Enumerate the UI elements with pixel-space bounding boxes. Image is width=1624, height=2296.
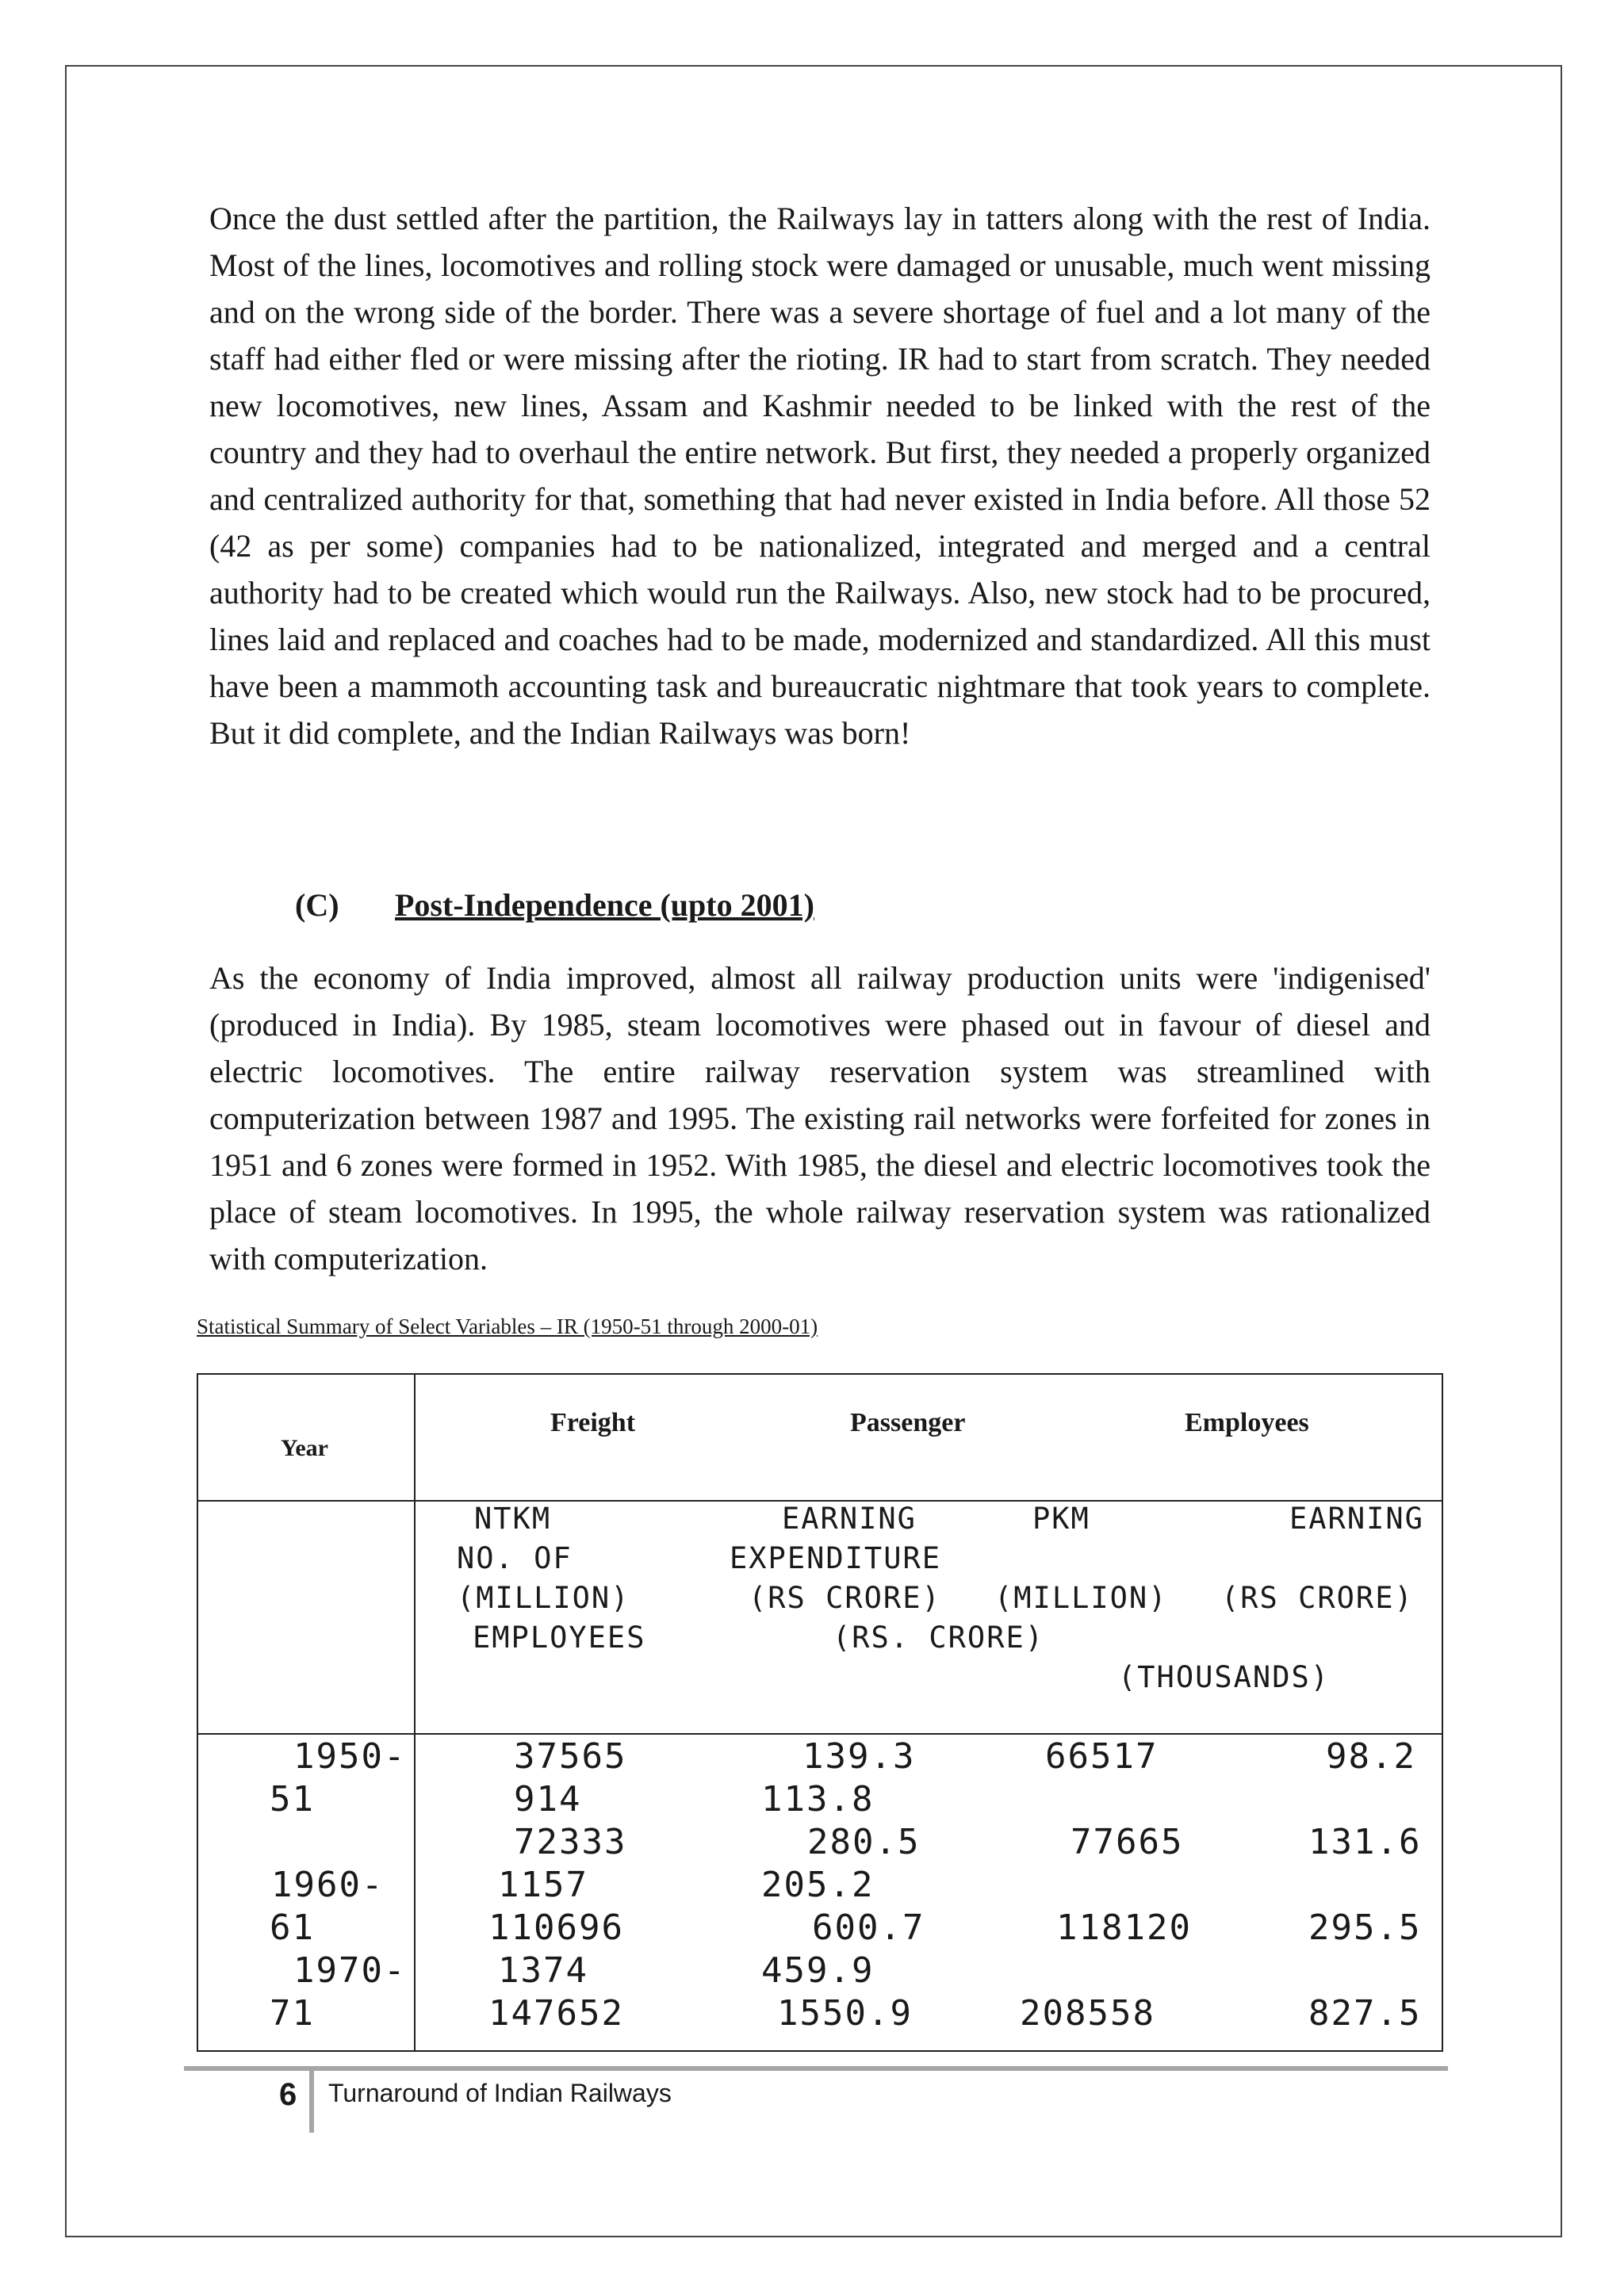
data-cell: 827.5 bbox=[1308, 1993, 1422, 2034]
body-paragraph: As the economy of India improved, almost all railway production units were 'indigenised' (produced in India). By 1985, steam locomotives were phased out in favour of diesel and electric locomotives. The entire railway reservation system was streamlined with computerization between 1987 and 1995. The existing rail networks were forfeited for zones in 1951 and 6 zones were formed in 1952. With 1985, the diesel and electric locomotives took the place of steam locomotives. In 1995, the whole railway reservation system was rationalized with computerization. bbox=[209, 960, 1431, 1276]
data-cell: 113.8 bbox=[761, 1779, 875, 1820]
subheader-cell: (RS CRORE) bbox=[1221, 1581, 1414, 1615]
year-header: Year bbox=[281, 1435, 328, 1461]
data-cell: 37565 bbox=[514, 1736, 627, 1777]
data-cell: 77665 bbox=[1071, 1822, 1184, 1862]
data-cell: 1157 bbox=[498, 1865, 588, 1905]
footer-rule bbox=[184, 2066, 1448, 2071]
body-paragraph: Once the dust settled after the partition, the Railways lay in tatters along with the rest of India. Most of the lines, locomotives and rolling stock were damaged or unusable, much went missing and on the wrong side of the border. There was a severe shortage of fuel and a lot many of the staff had either fled or were missing after the rioting. IR had to start from scratch. They needed new locomotives, new lines, Assam and Kashmir needed to be linked with the rest of the country and they had to overhaul the entire network. But first, they needed a properly organized and centralized authority for that, something that had never existed in India before. All those 52 (42 as per some) companies had to be nationalized, integrated and merged and a central authority had to be created which would run the Railways. Also, new stock had to be procured, lines laid and replaced and coaches had to be made, modernized and standardized. All this must have been a mammoth accounting task and bureaucratic nightmare that took years to complete. But it did complete, and the Indian Railways was born! bbox=[209, 201, 1431, 751]
subheader-cell: (RS. CRORE) bbox=[833, 1621, 1045, 1655]
data-cell: 1550.9 bbox=[777, 1993, 913, 2034]
column-divider bbox=[414, 1375, 416, 2050]
subheader-cell: EXPENDITURE bbox=[730, 1541, 942, 1575]
data-cell: 110696 bbox=[488, 1908, 624, 1948]
subheader-cell: (RS CRORE) bbox=[749, 1581, 941, 1615]
section-title: Post-Independence (upto 2001) bbox=[395, 887, 814, 923]
year-cell: 1950- bbox=[293, 1736, 407, 1777]
subheader-cell: EMPLOYEES bbox=[473, 1621, 646, 1655]
data-cell: 118120 bbox=[1056, 1908, 1192, 1948]
data-cell: 72333 bbox=[514, 1822, 627, 1862]
year-cell: 1960- bbox=[271, 1865, 385, 1905]
freight-header: Freight bbox=[550, 1408, 636, 1437]
data-cell: 131.6 bbox=[1308, 1822, 1422, 1862]
section-label: (C) bbox=[295, 887, 339, 923]
subheader-cell: EARNING bbox=[782, 1502, 917, 1536]
data-cell: 914 bbox=[514, 1779, 582, 1820]
subheader-cell: (MILLION) bbox=[994, 1581, 1168, 1615]
page-number: 6 bbox=[279, 2077, 297, 2112]
data-cell: 139.3 bbox=[802, 1736, 916, 1777]
year-cell: 51 bbox=[270, 1779, 315, 1820]
data-cell: 208558 bbox=[1020, 1993, 1155, 2034]
data-cell: 295.5 bbox=[1308, 1908, 1422, 1948]
year-cell: 61 bbox=[270, 1908, 315, 1948]
data-cell: 147652 bbox=[488, 1993, 624, 2034]
statistics-table bbox=[197, 1373, 1443, 2052]
table-caption: Statistical Summary of Select Variables – IR (1950-51 through 2000-01) bbox=[197, 1314, 818, 1338]
data-cell: 205.2 bbox=[761, 1865, 875, 1905]
subheader-cell: (THOUSANDS) bbox=[1118, 1660, 1331, 1694]
year-cell: 1970- bbox=[293, 1950, 407, 1991]
row-divider bbox=[198, 1733, 1442, 1735]
data-cell: 600.7 bbox=[812, 1908, 925, 1948]
data-cell: 1374 bbox=[498, 1950, 588, 1991]
subheader-cell: (MILLION) bbox=[457, 1581, 630, 1615]
subheader-cell: EARNING bbox=[1289, 1502, 1424, 1536]
subheader-cell: NO. OF bbox=[457, 1541, 573, 1575]
data-cell: 66517 bbox=[1045, 1736, 1159, 1777]
employees-header: Employees bbox=[1185, 1408, 1309, 1437]
subheader-cell: PKM bbox=[1032, 1502, 1090, 1536]
footer-separator bbox=[309, 2071, 314, 2133]
subheader-cell: NTKM bbox=[474, 1502, 552, 1536]
data-cell: 98.2 bbox=[1326, 1736, 1416, 1777]
footer-title: Turnaround of Indian Railways bbox=[328, 2079, 672, 2107]
data-cell: 280.5 bbox=[807, 1822, 921, 1862]
passenger-header: Passenger bbox=[850, 1408, 966, 1437]
data-cell: 459.9 bbox=[761, 1950, 875, 1991]
year-cell: 71 bbox=[270, 1993, 315, 2034]
section-heading bbox=[295, 882, 814, 928]
